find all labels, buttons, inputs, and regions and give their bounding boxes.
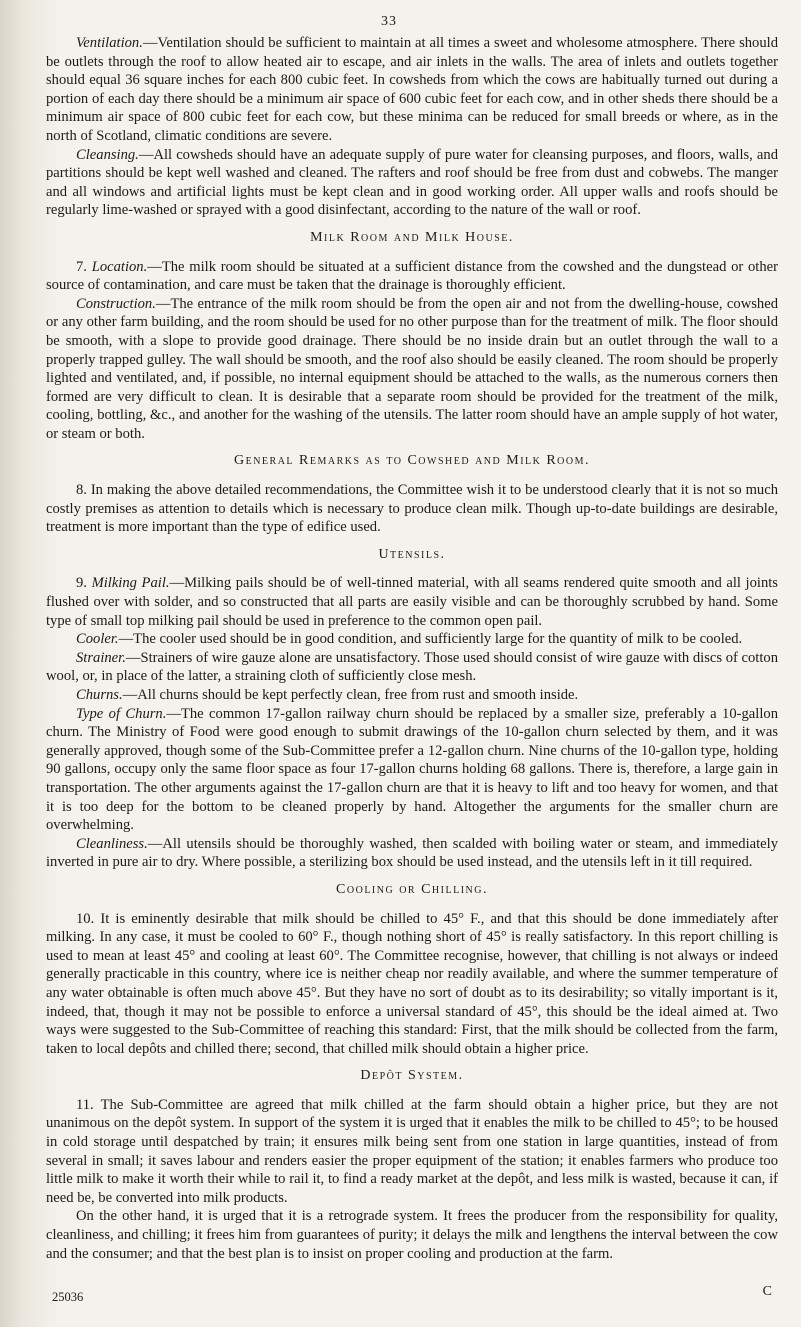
paragraph-depot-support: [46, 1096, 778, 1208]
paragraph-text: In making the above detailed recommendations, the Committee wish it to be understood clearly that it is not so much costly premises as attention to details which is necessary to produce clean milk. Though up-to-date buildings are desirable, treatment is more important than the type of edifice used.: [46, 482, 778, 536]
paragraph-text: —All cowsheds should have an adequate supply of pure water for cleansing purposes, and floors, walls, and partitions should be kept well washed and cleaned. The rafters and roof should be free from dust and cobwebs. The manger and all windows and artificial lights must be kept clean and in good working order. All upper walls and roofs should be regularly lime-washed or sprayed with a good disinfectant, according to the nature of the wall or roof.: [46, 146, 778, 219]
print-code: 25036: [52, 1290, 84, 1304]
section-heading-utensils: Utensils.: [378, 546, 446, 562]
paragraph-text: —The common 17-gallon railway churn should be replaced by a smaller size, preferably a 10-gallon churn. The Ministry of Food were good enough to submit drawings of the 10-gallon churn selected by them, and it was generally approved, though some of the Sub-Committee prefer a 12-gallon churn. Nine churns of the 10-gallon type, holding 90 gallons, occupy only the same floor space as four 17-gallon churns holding 68 gallons. There is, therefore, a large gain in transportation. The other arguments against the 17-gallon churn are that it is heavy to lift and too heavy for women, and that it is too deep for the bottom to be cleaned properly by hand. Altogether the arguments for the smaller churn are overwhelming.: [46, 705, 778, 834]
paragraph-construction: [46, 295, 778, 444]
paragraph-number: 9.: [76, 575, 87, 592]
paragraph-lead: Cooler.: [76, 631, 119, 648]
paragraph-text: —Ventilation should be sufficient to maintain at all times a sweet and wholesome atmosphere. There should be outlets through the roof to allow heated air to escape, and air inlets in the walls. The area of inlets and outlets together should equal 36 square inches for each 800 cubic feet. In cowsheds from which the cows are habitually turned out during a portion of each day there should be a minimum air space of 600 cubic feet for each cow, and in other sheds there should be a minimum air space of 800 cubic feet for each cow, but these minima can be reduced for small breeds or where, as in the north of Scotland, climatic conditions are severe.: [46, 35, 778, 144]
paragraph-number: 10.: [76, 910, 95, 927]
paragraph-lead: Milking Pail.: [91, 575, 170, 592]
paragraph-general-remarks: [46, 481, 778, 537]
signature-mark: C: [762, 1284, 772, 1299]
paragraph-strainer: [46, 649, 778, 686]
paragraph-lead: Strainer.: [76, 649, 126, 666]
paragraph-lead: Churns.: [76, 687, 123, 703]
paragraph-cooler: [46, 630, 778, 649]
section-heading-general-remarks: General Remarks as to Cowshed and Milk Room.: [233, 453, 591, 469]
paragraph-lead: Type of Churn.: [76, 705, 167, 722]
paragraph-text: —Milking pails should be of well-tinned material, with all seams rendered quite smooth and all joints flushed over with solder, and so constructed that all parts are easily visible and can be thoroughly scrubbed by hand. Some type of small top milking pail should be used in preference to the common open pail.: [46, 575, 778, 629]
paragraph-ventilation: [46, 34, 778, 146]
paragraph-type-of-churn: [46, 705, 778, 835]
paragraph-text: —The entrance of the milk room should be from the open air and not from the dwelling-house, cowshed or any other farm building, and the room should be used for no other purpose than for the treatment of milk. The floor should be smooth, with a slope to provide good drainage. There should be no inside drain but an outlet through the wall to a properly trapped gulley. The wall should be smooth, and the roof also should be easily cleaned. The room should be properly lighted and ventilated, and, if possible, no internal equipment should be attached to the walls, as the numerous corners then formed are very difficult to clean. It is desirable that a separate room should be provided for the treatment of the milk, cooling, bottling, &c., and another for the washing of the utensils. The latter room should have an ample supply of hot water, or steam or both.: [46, 295, 778, 442]
paragraph-milking-pail: [46, 574, 778, 630]
paragraph-text: —The cooler used should be in good condition, and sufficiently large for the quantity of milk to be cooled.: [118, 631, 743, 648]
paragraph-text: On the other hand, it is urged that it is a retrograde system. It frees the producer from the responsibility for quality, cleanliness, and chilling; it frees him from guarantees of purity; it delays the milk and lengthens the interval between the cow and the consumer; and that the best plan is to insist on proper cooling and production at the farm.: [46, 1208, 778, 1262]
section-heading-depot-system: Depôt System.: [360, 1068, 464, 1084]
page-number: 33: [381, 14, 397, 29]
paragraph-number: 11.: [76, 1096, 94, 1113]
page-footer: [52, 1284, 772, 1308]
paragraph-lead: Cleansing.: [76, 146, 139, 163]
paragraph-location: [46, 258, 778, 295]
paragraph-lead: Ventilation.: [76, 35, 143, 51]
section-heading-milk-room: Milk Room and Milk House.: [310, 229, 514, 245]
paragraph-number: 8.: [76, 482, 87, 499]
paragraph-cleanliness: [46, 835, 778, 872]
paragraph-cleansing: [46, 146, 778, 220]
paragraph-depot-against: [46, 1207, 778, 1263]
section-heading-cooling: Cooling or Chilling.: [336, 881, 488, 897]
paragraph-churns: [46, 686, 778, 705]
paragraph-number: 7.: [76, 258, 87, 275]
paragraph-text: The Sub-Committee are agreed that milk chilled at the farm should obtain a higher price, but they are not unanimous on the depôt system. In support of the system it is urged that it enables the milk to be chilled to 45°; to be housed in cold storage until despatched by train; it ensures milk being sent from one station in large quantities, instead of from several in small; it saves labour and renders easier the proper equipment of the station; it enables farmers who produce too little milk to make it worth their while to rail it, to find a ready market at the depôt, and less milk is wasted, because it can, if need be, be converted into milk products.: [46, 1096, 778, 1206]
paragraph-text: —Strainers of wire gauze alone are unsatisfactory. Those used should consist of wire gauze with discs of cotton wool, or, in place of the latter, a straining cloth of sufficiently close mesh.: [46, 649, 778, 685]
paragraph-text: —All churns should be kept perfectly clean, free from rust and smooth inside.: [122, 687, 579, 703]
paragraph-cooling: [46, 910, 778, 1059]
paragraph-text: —The milk room should be situated at a sufficient distance from the cowshed and the dungstead or other source of contamination, and care must be taken that the drainage is thoroughly efficient.: [46, 258, 778, 294]
paragraph-text: —All utensils should be thoroughly washed, then scalded with boiling water or steam, and immediately inverted in pure air to dry. Where possible, a sterilizing box should be used instead, and the utensils left in it till required.: [46, 835, 778, 871]
paragraph-lead: Location.: [91, 258, 148, 275]
paragraph-text: It is eminently desirable that milk should be chilled to 45° F., and that this should be done immediately after milking. In any case, it must be cooled to 60° F., though nothing short of 45° is really satisfactory. In this report chilling is used to mean at least 45° and cooling at least 60°. The Committee recognise, however, that chilling is not always or indeed generally practicable in this country, where ice is neither cheap nor readily available, and where the summer temperature of any water obtainable is often much above 45°. But they have no sort of doubt as to its desirability; so vitally important is it, indeed, that, though it may not be possible to enforce a universal standard of 45°, this should be the ideal aimed at. Two ways were suggested to the Sub-Committee of reaching this standard: First, that the milk should be collected from the farm, taken to local depôts and chilled there; second, that chilled milk should obtain a higher price.: [46, 910, 779, 1057]
document-body: [46, 34, 778, 1263]
paragraph-lead: Cleanliness.: [76, 835, 148, 852]
paragraph-lead: Construction.: [76, 295, 156, 312]
